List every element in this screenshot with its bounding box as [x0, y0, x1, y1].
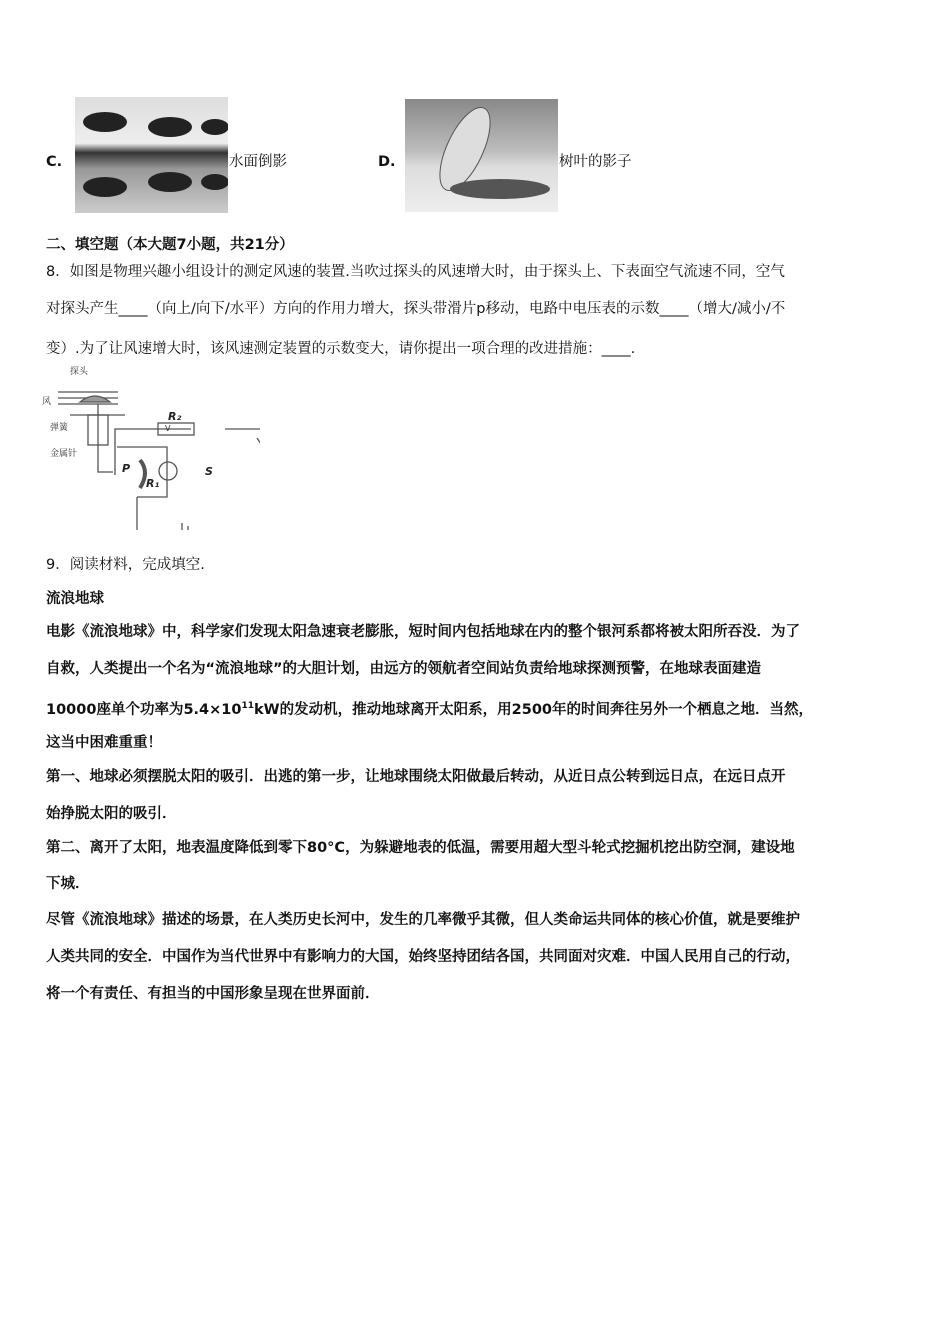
p-label: P: [122, 462, 131, 475]
palm-trees-illustration: [75, 97, 228, 213]
s-label: S: [205, 465, 213, 478]
option-c-caption: 水面倒影: [229, 154, 287, 170]
q8-line: 变）.为了让风速增大时，该风速测定装置的示数变大，请你提出一项合理的改进措施：____.: [46, 341, 636, 357]
r2-label: R₂: [168, 410, 182, 423]
needle-label: 金属针: [50, 449, 78, 459]
wind-speed-circuit-diagram: [40, 360, 260, 530]
q9-text-line: 第二、离开了太阳，地表温度降低到零下80°C，为躲避地表的低温，需要用超大型斗轮式挖掘机挖出防空洞，建设地: [46, 840, 795, 856]
probe-label: 探头: [70, 367, 89, 377]
q9-title: 流浪地球: [46, 591, 104, 607]
r1-label: R₁: [146, 477, 160, 490]
leaf-illustration: [405, 99, 558, 212]
q9-text-b: kW的发动机，推动地球离开太阳系，用2500年的时间奔往另外一个栖息之地．当然，: [254, 701, 813, 718]
water-reflection-image: [75, 97, 228, 213]
q9-text-line: 这当中困难重重！: [46, 735, 162, 751]
q9-text-a: 10000座单个功率为5.4×10: [46, 701, 242, 718]
q8-line: 对探头产生____（向上/向下/水平）方向的作用力增大，探头带滑片p移动，电路中电压表的示数____（增大/减小/不: [46, 301, 786, 317]
option-d-letter: D.: [378, 154, 396, 170]
spring-label: 弹簧: [50, 423, 69, 433]
q9-text-line: 自救，人类提出一个名为“流浪地球”的大胆计划，由远方的领航者空间站负责给地球探测预警，在地球表面建造: [46, 661, 762, 677]
q8-line: 8．如图是物理兴趣小组设计的测定风速的装置.当吹过探头的风速增大时，由于探头上、下表面空气流速不同，空气: [46, 264, 785, 280]
q9-prompt: 9．阅读材料，完成填空.: [46, 557, 205, 573]
q9-text-line: [46, 697, 813, 719]
leaf-shadow-image: [405, 99, 558, 212]
q9-text-line: 始挣脱太阳的吸引．: [46, 806, 177, 822]
q9-text-line: 下城．: [46, 876, 90, 892]
option-d-caption: 树叶的影子: [559, 154, 632, 170]
v-label: V: [165, 424, 171, 433]
q9-exponent: 11: [241, 701, 254, 711]
option-c-letter: C.: [46, 154, 63, 170]
q9-text-line: 人类共同的安全．中国作为当代世界中有影响力的大国，始终坚持团结各国，共同面对灾难．中国人民用自己的行动，: [46, 949, 800, 965]
q9-text-line: 电影《流浪地球》中，科学家们发现太阳急速衰老膨胀，短时间内包括地球在内的整个银河系都将被太阳所吞没．为了: [46, 624, 800, 640]
section-title: 二、填空题（本大题7小题，共21分）: [46, 237, 294, 253]
q9-text-line: 将一个有责任、有担当的中国形象呈现在世界面前．: [46, 986, 380, 1002]
q9-text-line: 第一、地球必须摆脱太阳的吸引．出逃的第一步，让地球围绕太阳做最后转动，从近日点公转到远日点，在远日点开: [46, 769, 786, 785]
q9-text-line: 尽管《流浪地球》描述的场景，在人类历史长河中，发生的几率微乎其微，但人类命运共同体的核心价值，就是要维护: [46, 912, 800, 928]
wind-label: 风: [42, 397, 52, 407]
